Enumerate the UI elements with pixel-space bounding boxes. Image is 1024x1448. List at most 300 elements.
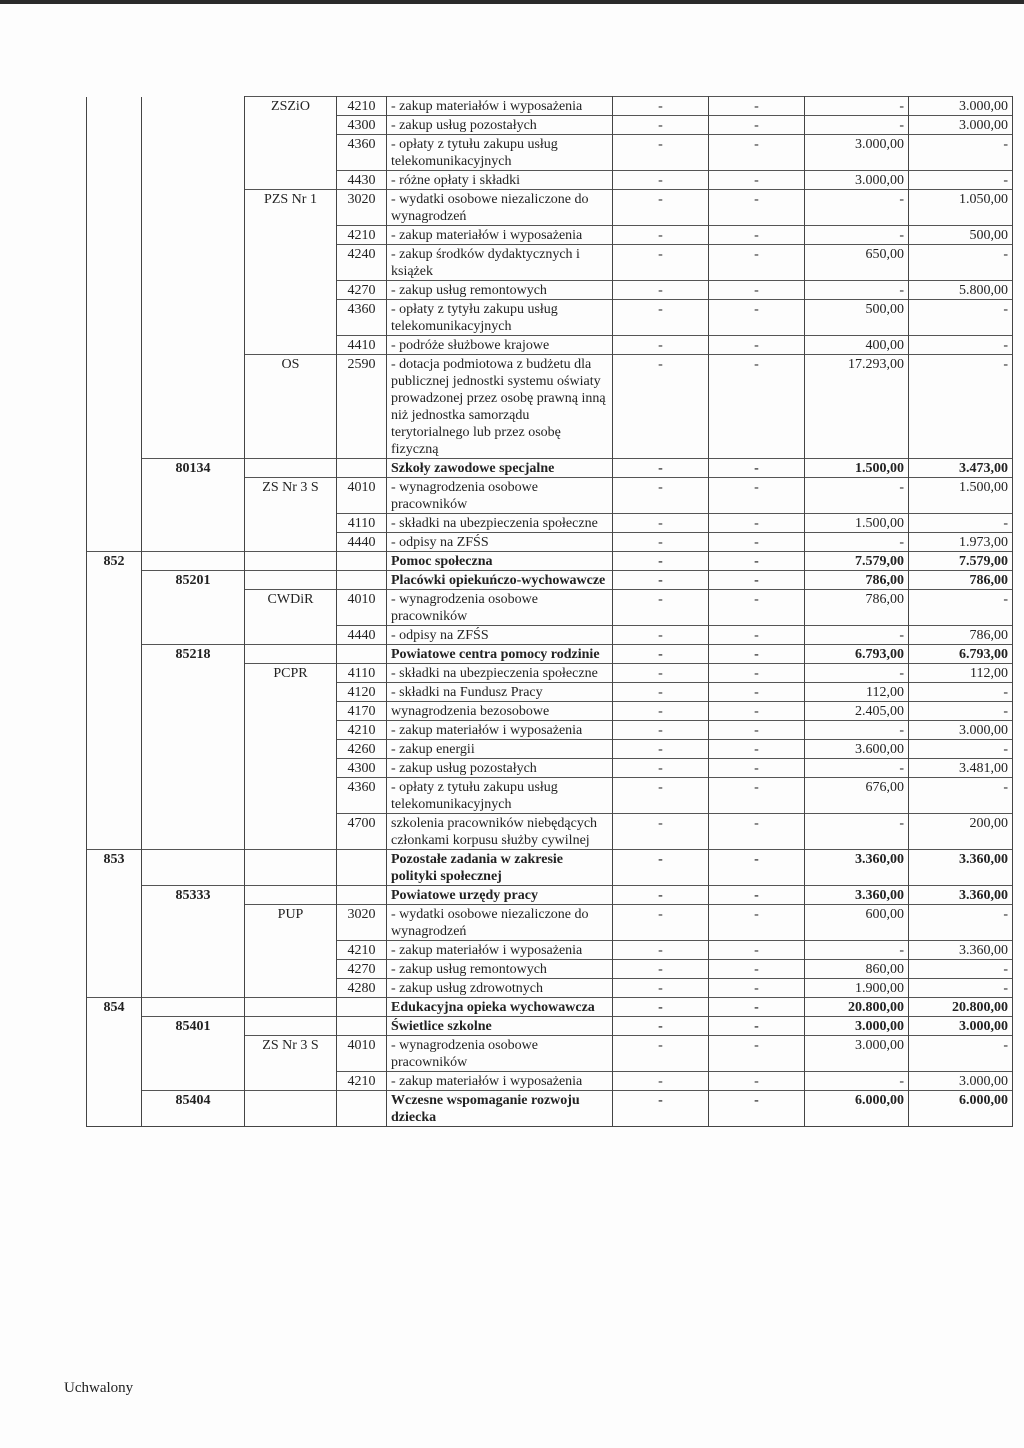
cell-value-d: - [909,135,1013,171]
cell-paragraph: 4210 [337,97,387,116]
cell-dzial [87,135,142,171]
table-row [87,336,1013,355]
cell-value-b: - [709,514,805,533]
cell-value-c: 1.900,00 [805,979,909,998]
footer-status: Uchwalony [64,1380,134,1396]
cell-value-c: 860,00 [805,960,909,979]
cell-rozdzial [142,300,245,336]
cell-description: - opłaty z tytyłu zakupu usług telekomunikacyjnych [387,300,613,336]
cell-paragraph: 4210 [337,1072,387,1091]
cell-rozdzial [142,281,245,300]
cell-rozdzial [142,355,245,459]
cell-unit [245,336,337,355]
cell-value-b: - [709,552,805,571]
cell-value-c: - [805,116,909,135]
cell-value-a: - [613,116,709,135]
cell-rozdzial [142,171,245,190]
cell-value-c: 786,00 [805,590,909,626]
cell-value-b: - [709,171,805,190]
cell-rozdzial [142,998,245,1017]
cell-description: Szkoły zawodowe specjalne [387,459,613,478]
cell-value-d: 3.000,00 [909,116,1013,135]
cell-description: - podróże służbowe krajowe [387,336,613,355]
cell-value-a: - [613,355,709,459]
cell-description: Powiatowe centra pomocy rodzinie [387,645,613,664]
cell-paragraph: 4210 [337,721,387,740]
cell-unit [245,778,337,814]
cell-paragraph [337,886,387,905]
table-row [87,1036,1013,1072]
cell-value-c: 3.000,00 [805,1036,909,1072]
cell-rozdzial [142,814,245,850]
cell-dzial [87,571,142,590]
cell-paragraph [337,850,387,886]
cell-value-c: - [805,1072,909,1091]
cell-dzial [87,960,142,979]
cell-value-b: - [709,721,805,740]
cell-value-d: - [909,590,1013,626]
cell-description: - opłaty z tytułu zakupu usług telekomunikacyjnych [387,778,613,814]
cell-description: - wynagrodzenia osobowe pracowników [387,590,613,626]
budget-table-body [87,97,1013,1127]
cell-description: Świetlice szkolne [387,1017,613,1036]
cell-dzial [87,171,142,190]
cell-paragraph: 4300 [337,759,387,778]
cell-dzial: 852 [87,552,142,571]
cell-value-c: 1.500,00 [805,459,909,478]
cell-unit [245,533,337,552]
cell-unit [245,683,337,702]
cell-value-c: 3.000,00 [805,135,909,171]
cell-dzial [87,1091,142,1127]
cell-paragraph: 4270 [337,281,387,300]
table-row [87,300,1013,336]
cell-value-d: - [909,336,1013,355]
cell-value-b: - [709,664,805,683]
table-row [87,135,1013,171]
cell-value-a: - [613,135,709,171]
cell-unit [245,552,337,571]
cell-dzial [87,300,142,336]
cell-value-d: 200,00 [909,814,1013,850]
cell-value-b: - [709,814,805,850]
cell-value-b: - [709,571,805,590]
cell-paragraph: 4410 [337,336,387,355]
cell-dzial: 854 [87,998,142,1017]
cell-unit [245,116,337,135]
cell-rozdzial [142,664,245,683]
cell-value-b: - [709,850,805,886]
cell-value-a: - [613,759,709,778]
cell-dzial [87,740,142,759]
cell-paragraph [337,645,387,664]
cell-rozdzial [142,683,245,702]
cell-value-b: - [709,459,805,478]
cell-paragraph: 4120 [337,683,387,702]
table-row [87,721,1013,740]
cell-value-c: - [805,226,909,245]
cell-value-c: 650,00 [805,245,909,281]
cell-unit [245,941,337,960]
cell-unit [245,226,337,245]
table-row [87,590,1013,626]
cell-unit: PZS Nr 1 [245,190,337,226]
cell-value-d: 1.973,00 [909,533,1013,552]
cell-value-c: - [805,478,909,514]
table-row [87,778,1013,814]
cell-value-d: 5.800,00 [909,281,1013,300]
cell-description: - zakup materiałów i wyposażenia [387,226,613,245]
cell-value-d: 3.000,00 [909,1017,1013,1036]
cell-value-c: 3.360,00 [805,850,909,886]
cell-dzial [87,226,142,245]
cell-paragraph: 4210 [337,941,387,960]
cell-dzial [87,1017,142,1036]
table-row [87,281,1013,300]
cell-value-a: - [613,514,709,533]
cell-value-b: - [709,905,805,941]
cell-dzial: 853 [87,850,142,886]
cell-value-a: - [613,571,709,590]
cell-dzial [87,336,142,355]
cell-dzial [87,814,142,850]
budget-sheet [86,96,1013,1127]
cell-value-b: - [709,533,805,552]
cell-value-d: 3.360,00 [909,941,1013,960]
cell-description: - wynagrodzenia osobowe pracowników [387,478,613,514]
cell-rozdzial [142,552,245,571]
table-row [87,998,1013,1017]
cell-paragraph: 4260 [337,740,387,759]
cell-description: - odpisy na ZFŚS [387,533,613,552]
cell-rozdzial [142,590,245,626]
cell-value-a: - [613,645,709,664]
table-row [87,171,1013,190]
cell-rozdzial [142,979,245,998]
table-row [87,645,1013,664]
cell-value-b: - [709,226,805,245]
cell-value-b: - [709,135,805,171]
cell-unit [245,1017,337,1036]
cell-paragraph: 4360 [337,135,387,171]
cell-description: - zakup usług remontowych [387,281,613,300]
cell-paragraph: 4440 [337,626,387,645]
cell-description: szkolenia pracowników niebędących członkami korpusu służby cywilnej [387,814,613,850]
cell-value-a: - [613,721,709,740]
table-row [87,702,1013,721]
cell-value-d: 786,00 [909,626,1013,645]
table-row [87,116,1013,135]
cell-dzial [87,190,142,226]
cell-rozdzial [142,116,245,135]
cell-unit [245,979,337,998]
cell-description: - zakup energii [387,740,613,759]
cell-unit [245,245,337,281]
table-row [87,740,1013,759]
cell-value-c: 20.800,00 [805,998,909,1017]
cell-rozdzial [142,960,245,979]
cell-value-a: - [613,300,709,336]
cell-paragraph: 4360 [337,778,387,814]
cell-value-c: 112,00 [805,683,909,702]
cell-value-c: - [805,664,909,683]
cell-value-c: - [805,941,909,960]
cell-value-c: 3.000,00 [805,171,909,190]
cell-value-c: 2.405,00 [805,702,909,721]
cell-value-b: - [709,626,805,645]
cell-rozdzial [142,740,245,759]
cell-paragraph [337,998,387,1017]
table-row [87,571,1013,590]
cell-value-b: - [709,960,805,979]
cell-value-a: - [613,814,709,850]
table-row [87,190,1013,226]
cell-rozdzial [142,626,245,645]
cell-value-b: - [709,97,805,116]
cell-rozdzial: 80134 [142,459,245,478]
cell-unit: CWDiR [245,590,337,626]
cell-paragraph [337,459,387,478]
cell-value-d: - [909,979,1013,998]
cell-rozdzial [142,245,245,281]
cell-unit [245,759,337,778]
cell-description: - opłaty z tytułu zakupu usług telekomunikacyjnych [387,135,613,171]
cell-unit: ZS Nr 3 S [245,1036,337,1072]
cell-value-d: 3.000,00 [909,1072,1013,1091]
cell-unit [245,1091,337,1127]
cell-rozdzial [142,1036,245,1072]
cell-unit [245,1072,337,1091]
cell-paragraph: 4360 [337,300,387,336]
cell-unit [245,960,337,979]
cell-value-b: - [709,702,805,721]
cell-rozdzial: 85401 [142,1017,245,1036]
cell-rozdzial: 85218 [142,645,245,664]
cell-value-a: - [613,226,709,245]
table-row [87,886,1013,905]
table-row [87,850,1013,886]
cell-value-c: 500,00 [805,300,909,336]
cell-description: - różne opłaty i składki [387,171,613,190]
cell-unit [245,740,337,759]
table-row [87,533,1013,552]
cell-value-a: - [613,626,709,645]
cell-paragraph: 3020 [337,905,387,941]
cell-value-a: - [613,960,709,979]
cell-description: Wczesne wspomaganie rozwoju dziecka [387,1091,613,1127]
table-row [87,97,1013,116]
cell-dzial [87,886,142,905]
cell-unit [245,626,337,645]
cell-description: Powiatowe urzędy pracy [387,886,613,905]
cell-value-d: 786,00 [909,571,1013,590]
cell-rozdzial [142,850,245,886]
cell-value-a: - [613,905,709,941]
cell-value-d: 7.579,00 [909,552,1013,571]
cell-description: Pomoc społeczna [387,552,613,571]
cell-value-a: - [613,281,709,300]
cell-unit: PUP [245,905,337,941]
cell-value-d: 6.000,00 [909,1091,1013,1127]
cell-value-d: - [909,514,1013,533]
cell-value-d: - [909,245,1013,281]
cell-dzial [87,702,142,721]
table-row [87,459,1013,478]
cell-value-c: - [805,533,909,552]
cell-rozdzial [142,514,245,533]
cell-value-d: - [909,778,1013,814]
cell-value-c: - [805,759,909,778]
cell-value-b: - [709,336,805,355]
cell-value-d: 3.360,00 [909,886,1013,905]
cell-dzial [87,459,142,478]
cell-value-a: - [613,886,709,905]
cell-value-a: - [613,664,709,683]
table-row [87,960,1013,979]
table-row [87,245,1013,281]
cell-rozdzial: 85201 [142,571,245,590]
cell-value-b: - [709,1017,805,1036]
cell-description: - składki na Fundusz Pracy [387,683,613,702]
cell-dzial [87,355,142,459]
cell-dzial [87,245,142,281]
table-row [87,814,1013,850]
cell-rozdzial [142,336,245,355]
table-row [87,626,1013,645]
cell-value-d: - [909,355,1013,459]
cell-paragraph: 4110 [337,514,387,533]
cell-value-a: - [613,97,709,116]
cell-paragraph: 4240 [337,245,387,281]
cell-paragraph [337,552,387,571]
cell-dzial [87,514,142,533]
cell-value-a: - [613,998,709,1017]
cell-value-a: - [613,850,709,886]
cell-value-d: - [909,300,1013,336]
cell-unit [245,721,337,740]
cell-value-d: 3.473,00 [909,459,1013,478]
cell-value-a: - [613,702,709,721]
cell-dzial [87,905,142,941]
cell-value-d: - [909,171,1013,190]
table-row [87,979,1013,998]
cell-value-d: - [909,1036,1013,1072]
cell-value-c: 1.500,00 [805,514,909,533]
cell-unit [245,850,337,886]
cell-description: Edukacyjna opieka wychowawcza [387,998,613,1017]
cell-paragraph: 4430 [337,171,387,190]
cell-value-a: - [613,778,709,814]
cell-description: - zakup usług pozostałych [387,116,613,135]
cell-rozdzial [142,135,245,171]
cell-value-a: - [613,1017,709,1036]
cell-description: Placówki opiekuńczo-wychowawcze [387,571,613,590]
cell-unit [245,645,337,664]
cell-rozdzial: 85404 [142,1091,245,1127]
cell-dzial [87,1036,142,1072]
cell-value-b: - [709,778,805,814]
cell-dzial [87,645,142,664]
cell-paragraph: 4300 [337,116,387,135]
cell-unit [245,571,337,590]
cell-value-a: - [613,1072,709,1091]
cell-rozdzial [142,226,245,245]
cell-dzial [87,941,142,960]
cell-value-a: - [613,459,709,478]
cell-dzial [87,721,142,740]
cell-paragraph: 4170 [337,702,387,721]
cell-dzial [87,97,142,116]
cell-value-a: - [613,590,709,626]
cell-dzial [87,664,142,683]
cell-dzial [87,759,142,778]
cell-value-d: 1.050,00 [909,190,1013,226]
cell-value-b: - [709,941,805,960]
table-row [87,683,1013,702]
cell-value-b: - [709,245,805,281]
cell-value-b: - [709,998,805,1017]
cell-rozdzial [142,905,245,941]
cell-rozdzial [142,478,245,514]
cell-value-d: 1.500,00 [909,478,1013,514]
cell-rozdzial [142,1072,245,1091]
cell-value-c: 6.000,00 [805,1091,909,1127]
cell-value-d: - [909,905,1013,941]
cell-description: - zakup materiałów i wyposażenia [387,721,613,740]
cell-description: - dotacja podmiotowa z budżetu dla publicznej jednostki systemu oświaty prowadzonej przez osobę prawną inną niż jednostka samorządu terytorialnego lub przez osobę fizyczną [387,355,613,459]
cell-unit: ZS Nr 3 S [245,478,337,514]
cell-dzial [87,116,142,135]
cell-description: - odpisy na ZFŚS [387,626,613,645]
cell-unit [245,514,337,533]
cell-description: - składki na ubezpieczenia społeczne [387,664,613,683]
cell-value-c: 7.579,00 [805,552,909,571]
cell-unit [245,171,337,190]
cell-value-a: - [613,683,709,702]
cell-description: - wydatki osobowe niezaliczone do wynagrodzeń [387,190,613,226]
cell-value-c: - [805,97,909,116]
cell-value-d: 3.360,00 [909,850,1013,886]
cell-unit: ZSZiO [245,97,337,116]
cell-value-c: 3.000,00 [805,1017,909,1036]
table-row [87,514,1013,533]
cell-paragraph: 4280 [337,979,387,998]
cell-value-a: - [613,245,709,281]
budget-table [86,96,1013,1127]
cell-value-b: - [709,355,805,459]
cell-unit: OS [245,355,337,459]
cell-value-b: - [709,116,805,135]
table-row [87,355,1013,459]
cell-unit: PCPR [245,664,337,683]
cell-rozdzial [142,778,245,814]
table-row [87,759,1013,778]
cell-value-d: 3.000,00 [909,721,1013,740]
cell-description: - zakup materiałów i wyposażenia [387,1072,613,1091]
cell-value-b: - [709,683,805,702]
cell-value-c: 3.360,00 [805,886,909,905]
cell-value-b: - [709,300,805,336]
cell-paragraph [337,1017,387,1036]
cell-rozdzial [142,941,245,960]
cell-paragraph: 4700 [337,814,387,850]
cell-value-a: - [613,478,709,514]
cell-rozdzial [142,190,245,226]
cell-unit [245,998,337,1017]
cell-value-d: 3.481,00 [909,759,1013,778]
table-row [87,552,1013,571]
cell-value-b: - [709,740,805,759]
